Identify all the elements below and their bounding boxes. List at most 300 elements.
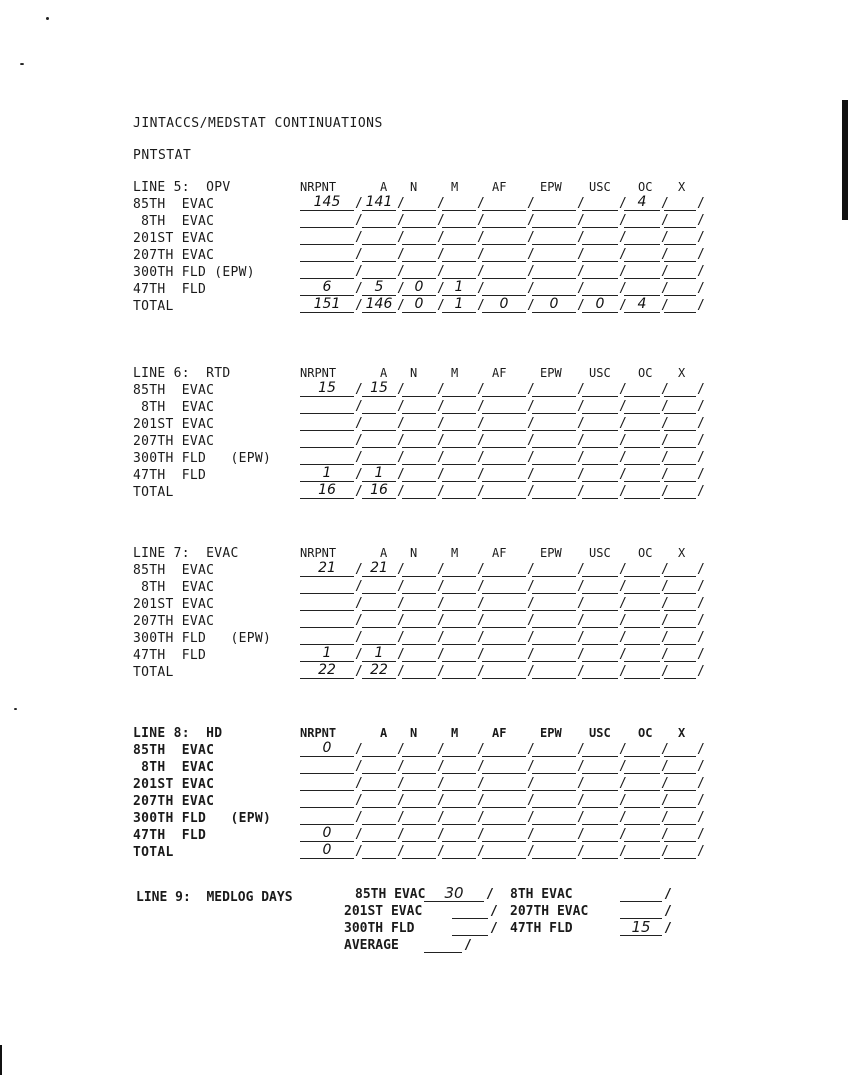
entry-field-epw[interactable] [532, 196, 576, 211]
entry-field-m[interactable] [442, 213, 476, 228]
entry-field-epw[interactable] [532, 810, 576, 825]
entry-field-af[interactable] [482, 281, 526, 296]
entry-field-n[interactable] [402, 196, 436, 211]
entry-field-oc[interactable] [624, 827, 660, 842]
entry-field-nrpnt[interactable] [300, 247, 354, 262]
entry-field-x[interactable] [664, 450, 696, 465]
separator-slash: / [697, 281, 705, 296]
entry-field-nrpnt[interactable] [300, 776, 354, 791]
entry-field-m[interactable] [442, 810, 476, 825]
separator-slash: / [661, 230, 669, 245]
entry-field-x[interactable] [664, 664, 696, 679]
separator-slash: / [697, 484, 705, 499]
entry-field-nrpnt[interactable] [300, 810, 354, 825]
entry-field-m[interactable] [442, 230, 476, 245]
entry-field-x[interactable] [664, 230, 696, 245]
entry-field-epw[interactable] [532, 827, 576, 842]
entry-field-x[interactable] [664, 742, 696, 757]
entry-field-x[interactable] [664, 579, 696, 594]
entry-field-x[interactable] [664, 844, 696, 859]
column-header-oc: OC [638, 726, 653, 740]
entry-field-oc[interactable] [624, 399, 660, 414]
separator-slash: / [661, 596, 669, 611]
entry-field-a[interactable]: 141 [362, 196, 396, 211]
entry-field-oc[interactable] [624, 776, 660, 791]
entry-field-af[interactable] [482, 264, 526, 279]
entry-field-n[interactable] [402, 793, 436, 808]
separator-slash: / [697, 382, 705, 397]
entry-field-nrpnt[interactable]: 0 [300, 742, 354, 757]
separator-slash: / [697, 596, 705, 611]
entry-field-m[interactable] [442, 467, 476, 482]
entry-field-a[interactable] [362, 742, 396, 757]
entry-field-af[interactable]: 0 [482, 298, 526, 313]
entry-field-a[interactable] [362, 596, 396, 611]
entry-field-usc[interactable] [582, 281, 618, 296]
entry-field-x[interactable] [664, 264, 696, 279]
entry-field-usc[interactable] [582, 467, 618, 482]
medlog-entry-field[interactable] [620, 904, 662, 919]
entry-field-m[interactable] [442, 776, 476, 791]
entry-field-x[interactable] [664, 247, 696, 262]
entry-field-n[interactable] [402, 664, 436, 679]
entry-field-usc[interactable] [582, 399, 618, 414]
entry-field-nrpnt[interactable]: 145 [300, 196, 354, 211]
entry-field-af[interactable] [482, 664, 526, 679]
entry-field-af[interactable] [482, 433, 526, 448]
entry-field-epw[interactable] [532, 562, 576, 577]
entry-field-x[interactable] [664, 776, 696, 791]
entry-field-nrpnt[interactable]: 15 [300, 382, 354, 397]
entry-field-af[interactable] [482, 450, 526, 465]
entry-field-af[interactable] [482, 793, 526, 808]
entry-field-n[interactable] [402, 579, 436, 594]
entry-field-nrpnt[interactable] [300, 213, 354, 228]
entry-field-epw[interactable] [532, 399, 576, 414]
entry-field-x[interactable] [664, 562, 696, 577]
entry-field-a[interactable]: 21 [362, 562, 396, 577]
entry-field-nrpnt[interactable]: 6 [300, 281, 354, 296]
entry-field-usc[interactable] [582, 450, 618, 465]
entry-field-n[interactable] [402, 596, 436, 611]
entry-field-oc[interactable] [624, 230, 660, 245]
entry-field-oc[interactable] [624, 810, 660, 825]
entry-field-epw[interactable] [532, 647, 576, 662]
entry-field-oc[interactable] [624, 742, 660, 757]
entry-field-af[interactable] [482, 810, 526, 825]
separator-slash: / [661, 810, 669, 825]
entry-field-n[interactable]: 0 [402, 281, 436, 296]
entry-field-oc[interactable]: 4 [624, 196, 660, 211]
separator-slash: / [619, 416, 627, 431]
entry-field-n[interactable] [402, 613, 436, 628]
entry-field-x[interactable] [664, 484, 696, 499]
column-header-nrpnt: NRPNT [300, 366, 337, 380]
entry-field-oc[interactable] [624, 613, 660, 628]
column-header-nrpnt: NRPNT [300, 180, 337, 194]
entry-field-a[interactable] [362, 247, 396, 262]
entry-field-epw[interactable] [532, 247, 576, 262]
entry-field-x[interactable] [664, 416, 696, 431]
entry-field-af[interactable] [482, 562, 526, 577]
entry-field-m[interactable] [442, 613, 476, 628]
entry-field-af[interactable] [482, 230, 526, 245]
medlog-entry-field[interactable] [424, 938, 462, 953]
entry-field-usc[interactable] [582, 484, 618, 499]
entry-field-oc[interactable] [624, 467, 660, 482]
entry-field-epw[interactable] [532, 579, 576, 594]
entry-field-usc[interactable] [582, 776, 618, 791]
entry-field-oc[interactable] [624, 793, 660, 808]
entry-field-a[interactable]: 15 [362, 382, 396, 397]
entry-field-nrpnt[interactable] [300, 450, 354, 465]
entry-field-epw[interactable] [532, 596, 576, 611]
entry-field-usc[interactable] [582, 247, 618, 262]
entry-field-m[interactable] [442, 793, 476, 808]
entry-field-epw[interactable] [532, 759, 576, 774]
entry-field-af[interactable] [482, 467, 526, 482]
entry-field-n[interactable] [402, 562, 436, 577]
entry-field-n[interactable] [402, 742, 436, 757]
entry-field-m[interactable] [442, 562, 476, 577]
entry-field-m[interactable] [442, 827, 476, 842]
entry-field-a[interactable] [362, 630, 396, 645]
entry-field-a[interactable] [362, 579, 396, 594]
entry-field-epw[interactable] [532, 213, 576, 228]
entry-field-nrpnt[interactable]: 21 [300, 562, 354, 577]
separator-slash: / [619, 647, 627, 662]
entry-field-usc[interactable]: 0 [582, 298, 618, 313]
entry-field-x[interactable] [664, 613, 696, 628]
entry-field-x[interactable] [664, 399, 696, 414]
entry-field-nrpnt[interactable]: 16 [300, 484, 354, 499]
separator-slash: / [661, 433, 669, 448]
entry-field-epw[interactable] [532, 467, 576, 482]
entry-field-usc[interactable] [582, 416, 618, 431]
medlog-entry-field[interactable]: 30 [424, 887, 484, 902]
entry-field-nrpnt[interactable]: 151 [300, 298, 354, 313]
entry-field-usc[interactable] [582, 596, 618, 611]
entry-field-x[interactable] [664, 213, 696, 228]
separator-slash: / [619, 213, 627, 228]
entry-field-a[interactable]: 22 [362, 664, 396, 679]
entry-field-m[interactable] [442, 630, 476, 645]
entry-field-nrpnt[interactable] [300, 759, 354, 774]
entry-field-a[interactable] [362, 264, 396, 279]
separator-slash: / [355, 759, 363, 774]
entry-field-epw[interactable] [532, 776, 576, 791]
entry-field-x[interactable] [664, 196, 696, 211]
entry-field-a[interactable] [362, 844, 396, 859]
separator-slash: / [661, 664, 669, 679]
entry-field-usc[interactable] [582, 742, 618, 757]
entry-field-af[interactable] [482, 399, 526, 414]
entry-field-af[interactable] [482, 416, 526, 431]
entry-field-usc[interactable] [582, 664, 618, 679]
entry-field-m[interactable] [442, 433, 476, 448]
entry-field-n[interactable] [402, 844, 436, 859]
separator-slash: / [437, 613, 445, 628]
entry-field-a[interactable] [362, 759, 396, 774]
entry-field-af[interactable] [482, 630, 526, 645]
entry-field-epw[interactable] [532, 433, 576, 448]
entry-field-n[interactable] [402, 759, 436, 774]
entry-field-n[interactable] [402, 382, 436, 397]
entry-field-nrpnt[interactable]: 0 [300, 827, 354, 842]
entry-field-a[interactable] [362, 416, 396, 431]
entry-field-a[interactable]: 1 [362, 647, 396, 662]
entry-field-a[interactable] [362, 399, 396, 414]
entry-field-epw[interactable] [532, 230, 576, 245]
separator-slash: / [437, 298, 445, 313]
entry-field-n[interactable] [402, 213, 436, 228]
entry-field-nrpnt[interactable] [300, 264, 354, 279]
entry-field-usc[interactable] [582, 579, 618, 594]
entry-field-a[interactable] [362, 776, 396, 791]
entry-field-nrpnt[interactable]: 22 [300, 664, 354, 679]
entry-field-nrpnt[interactable] [300, 613, 354, 628]
entry-field-a[interactable]: 146 [362, 298, 396, 313]
entry-field-nrpnt[interactable]: 0 [300, 844, 354, 859]
entry-field-x[interactable] [664, 467, 696, 482]
entry-field-usc[interactable] [582, 562, 618, 577]
entry-field-x[interactable] [664, 827, 696, 842]
entry-field-af[interactable] [482, 579, 526, 594]
entry-field-x[interactable] [664, 281, 696, 296]
entry-field-n[interactable] [402, 264, 436, 279]
entry-field-oc[interactable] [624, 484, 660, 499]
entry-field-x[interactable] [664, 647, 696, 662]
entry-field-oc[interactable] [624, 596, 660, 611]
entry-field-x[interactable] [664, 810, 696, 825]
entry-field-usc[interactable] [582, 759, 618, 774]
entry-field-usc[interactable] [582, 613, 618, 628]
entry-field-oc[interactable] [624, 579, 660, 594]
column-header-a: A [380, 180, 388, 194]
entry-field-n[interactable] [402, 647, 436, 662]
entry-field-m[interactable] [442, 264, 476, 279]
separator-slash: / [661, 382, 669, 397]
separator-slash: / [437, 742, 445, 757]
entry-field-n[interactable] [402, 827, 436, 842]
entry-field-epw[interactable] [532, 613, 576, 628]
entry-field-nrpnt[interactable] [300, 416, 354, 431]
entry-field-n[interactable] [402, 416, 436, 431]
entry-field-nrpnt[interactable] [300, 630, 354, 645]
entry-field-usc[interactable] [582, 196, 618, 211]
entry-field-af[interactable] [482, 827, 526, 842]
entry-field-af[interactable] [482, 484, 526, 499]
separator-slash: / [577, 247, 585, 262]
entry-field-n[interactable] [402, 810, 436, 825]
entry-field-a[interactable] [362, 433, 396, 448]
separator-slash: / [619, 793, 627, 808]
entry-field-x[interactable] [664, 793, 696, 808]
separator-slash: / [661, 467, 669, 482]
separator-slash: / [477, 213, 485, 228]
entry-field-nrpnt[interactable] [300, 793, 354, 808]
entry-field-oc[interactable] [624, 759, 660, 774]
entry-field-oc[interactable] [624, 630, 660, 645]
entry-field-oc[interactable] [624, 562, 660, 577]
entry-field-m[interactable] [442, 247, 476, 262]
separator-slash: / [527, 230, 535, 245]
entry-field-epw[interactable]: 0 [532, 298, 576, 313]
separator-slash: / [577, 399, 585, 414]
entry-field-af[interactable] [482, 247, 526, 262]
medlog-entry-field[interactable] [452, 921, 488, 936]
entry-field-m[interactable] [442, 399, 476, 414]
entry-field-usc[interactable] [582, 213, 618, 228]
entry-field-a[interactable] [362, 230, 396, 245]
entry-field-epw[interactable] [532, 664, 576, 679]
entry-field-n[interactable] [402, 247, 436, 262]
entry-field-epw[interactable] [532, 630, 576, 645]
entry-field-m[interactable]: 1 [442, 281, 476, 296]
entry-field-n[interactable] [402, 399, 436, 414]
entry-field-af[interactable] [482, 742, 526, 757]
entry-field-epw[interactable] [532, 450, 576, 465]
entry-field-epw[interactable] [532, 793, 576, 808]
entry-field-n[interactable] [402, 450, 436, 465]
entry-field-af[interactable] [482, 647, 526, 662]
entry-field-oc[interactable] [624, 844, 660, 859]
entry-field-oc[interactable] [624, 281, 660, 296]
separator-slash: / [437, 759, 445, 774]
entry-field-x[interactable] [664, 433, 696, 448]
entry-field-usc[interactable] [582, 844, 618, 859]
separator-slash: / [527, 844, 535, 859]
entry-field-m[interactable] [442, 742, 476, 757]
scan-speck [14, 708, 17, 710]
separator-slash: / [661, 213, 669, 228]
entry-field-a[interactable]: 5 [362, 281, 396, 296]
entry-field-usc[interactable] [582, 810, 618, 825]
entry-field-x[interactable] [664, 759, 696, 774]
entry-field-oc[interactable] [624, 647, 660, 662]
entry-field-usc[interactable] [582, 793, 618, 808]
entry-field-usc[interactable] [582, 630, 618, 645]
entry-field-usc[interactable] [582, 264, 618, 279]
entry-field-epw[interactable] [532, 742, 576, 757]
entry-field-nrpnt[interactable] [300, 579, 354, 594]
entry-field-a[interactable] [362, 793, 396, 808]
entry-field-usc[interactable] [582, 827, 618, 842]
entry-field-usc[interactable] [582, 647, 618, 662]
entry-field-epw[interactable] [532, 844, 576, 859]
separator-slash: / [477, 579, 485, 594]
entry-field-m[interactable] [442, 196, 476, 211]
separator-slash: / [619, 664, 627, 679]
entry-field-x[interactable] [664, 382, 696, 397]
separator-slash: / [619, 579, 627, 594]
entry-field-nrpnt[interactable]: 1 [300, 467, 354, 482]
entry-field-m[interactable] [442, 596, 476, 611]
entry-field-m[interactable] [442, 579, 476, 594]
entry-field-m[interactable] [442, 759, 476, 774]
entry-field-a[interactable] [362, 827, 396, 842]
entry-field-usc[interactable] [582, 433, 618, 448]
entry-field-usc[interactable] [582, 382, 618, 397]
medlog-entry-field[interactable] [620, 887, 662, 902]
entry-field-nrpnt[interactable] [300, 433, 354, 448]
entry-field-af[interactable] [482, 613, 526, 628]
entry-field-af[interactable] [482, 196, 526, 211]
entry-field-n[interactable]: 0 [402, 298, 436, 313]
entry-field-x[interactable] [664, 596, 696, 611]
entry-field-a[interactable] [362, 450, 396, 465]
entry-field-a[interactable] [362, 810, 396, 825]
entry-field-oc[interactable] [624, 664, 660, 679]
entry-field-oc[interactable] [624, 382, 660, 397]
separator-slash: / [397, 433, 405, 448]
entry-field-m[interactable] [442, 844, 476, 859]
medlog-item-label: 8TH EVAC [510, 887, 573, 902]
entry-field-a[interactable]: 16 [362, 484, 396, 499]
entry-field-n[interactable] [402, 776, 436, 791]
entry-field-oc[interactable] [624, 450, 660, 465]
entry-field-m[interactable] [442, 647, 476, 662]
entry-field-m[interactable] [442, 416, 476, 431]
entry-field-af[interactable] [482, 596, 526, 611]
entry-field-oc[interactable] [624, 247, 660, 262]
column-header-x: X [678, 366, 686, 380]
entry-field-nrpnt[interactable] [300, 596, 354, 611]
entry-field-oc[interactable] [624, 416, 660, 431]
entry-field-m[interactable] [442, 484, 476, 499]
entry-field-nrpnt[interactable] [300, 230, 354, 245]
entry-field-oc[interactable] [624, 264, 660, 279]
entry-field-af[interactable] [482, 844, 526, 859]
entry-field-oc[interactable] [624, 433, 660, 448]
entry-field-n[interactable] [402, 230, 436, 245]
entry-field-af[interactable] [482, 213, 526, 228]
entry-field-epw[interactable] [532, 281, 576, 296]
entry-field-n[interactable] [402, 630, 436, 645]
entry-field-n[interactable] [402, 433, 436, 448]
entry-field-m[interactable] [442, 664, 476, 679]
entry-field-epw[interactable] [532, 264, 576, 279]
entry-field-m[interactable] [442, 450, 476, 465]
entry-field-oc[interactable] [624, 213, 660, 228]
entry-field-n[interactable] [402, 484, 436, 499]
medlog-entry-field[interactable]: 15 [620, 921, 662, 936]
entry-field-a[interactable] [362, 213, 396, 228]
separator-slash: / [464, 938, 472, 953]
entry-field-af[interactable] [482, 759, 526, 774]
entry-field-nrpnt[interactable]: 1 [300, 647, 354, 662]
entry-field-n[interactable] [402, 467, 436, 482]
entry-field-x[interactable] [664, 630, 696, 645]
entry-field-m[interactable]: 1 [442, 298, 476, 313]
entry-field-epw[interactable] [532, 382, 576, 397]
entry-field-usc[interactable] [582, 230, 618, 245]
entry-field-m[interactable] [442, 382, 476, 397]
separator-slash: / [577, 810, 585, 825]
entry-field-nrpnt[interactable] [300, 399, 354, 414]
entry-field-oc[interactable]: 4 [624, 298, 660, 313]
entry-field-a[interactable]: 1 [362, 467, 396, 482]
separator-slash: / [397, 196, 405, 211]
medlog-entry-field[interactable] [452, 904, 488, 919]
separator-slash: / [527, 467, 535, 482]
entry-field-af[interactable] [482, 776, 526, 791]
entry-field-a[interactable] [362, 613, 396, 628]
entry-field-epw[interactable] [532, 416, 576, 431]
entry-field-af[interactable] [482, 382, 526, 397]
entry-field-epw[interactable] [532, 484, 576, 499]
entry-field-x[interactable] [664, 298, 696, 313]
